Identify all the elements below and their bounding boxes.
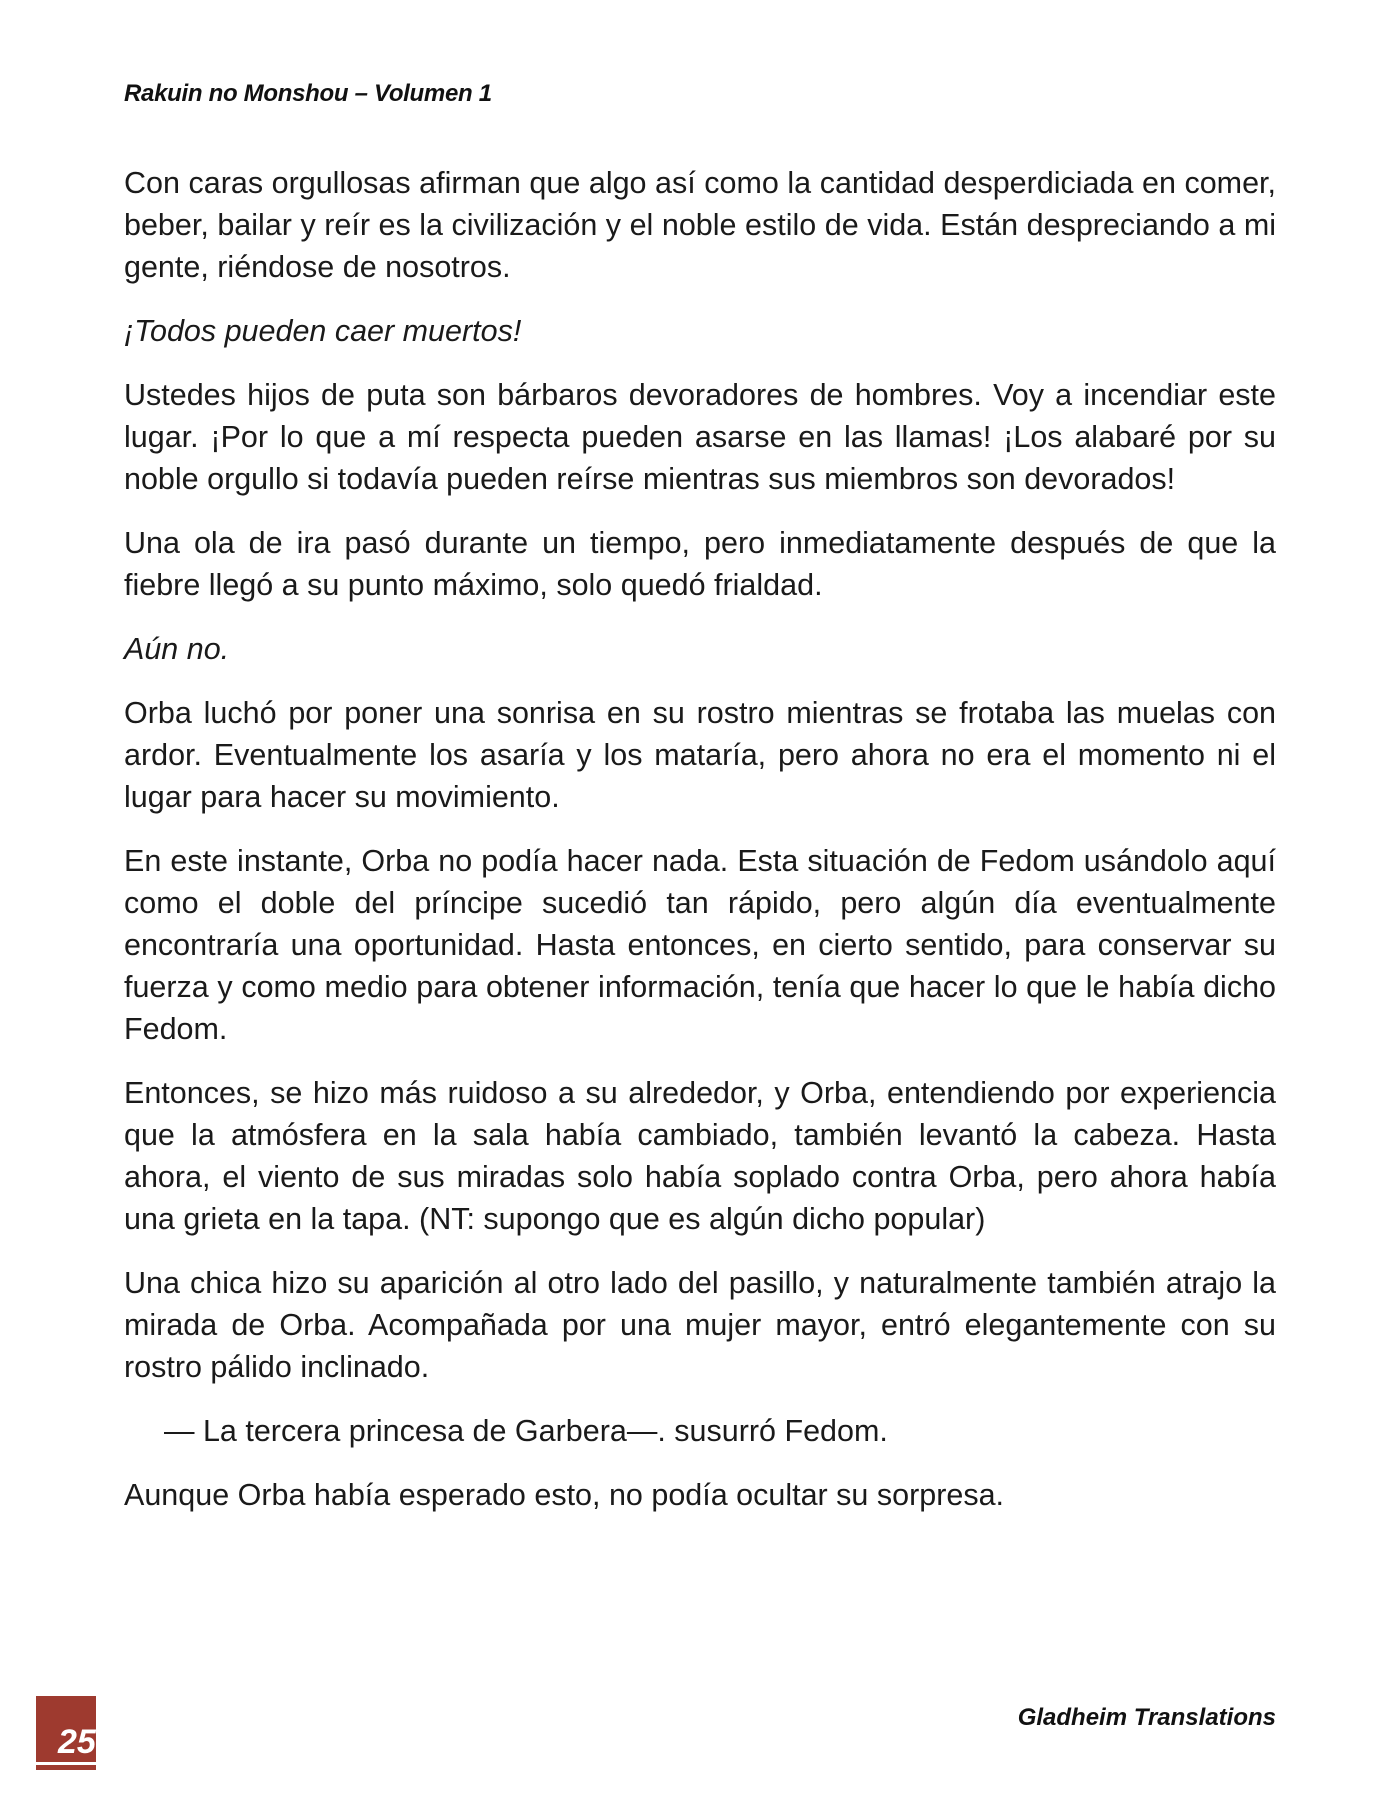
page-number: 25 xyxy=(58,1723,96,1761)
document-header-title: Rakuin no Monshou – Volumen 1 xyxy=(124,80,492,107)
paragraph: Una chica hizo su aparición al otro lado del pasillo, y naturalmente también atrajo la mirada de Orba. Acompañada por una mujer mayor, entró elegantemente con su rostro pálido inclinado. xyxy=(124,1266,1276,1384)
footer-credit: Gladheim Translations xyxy=(1017,1704,1276,1731)
paragraph: Orba luchó por poner una sonrisa en su rostro mientras se frotaba las muelas con ardor. Eventualmente los asaría y los mataría, pero ahora no era el momento ni el lugar para hacer su movimiento. xyxy=(124,696,1276,814)
paragraph: En este instante, Orba no podía hacer nada. Esta situación de Fedom usándolo aquí como el doble del príncipe sucedió tan rápido, pero algún día eventualmente encontraría una oportunidad. Hasta entonces, en cierto sentido, para conservar su fuerza y como medio para obtener información, tenía que hacer lo que le había dicho Fedom. xyxy=(124,844,1276,1046)
document-body xyxy=(124,162,1276,1538)
paragraph-italic-thought: ¡Todos pueden caer muertos! xyxy=(124,314,522,348)
paragraph: Entonces, se hizo más ruidoso a su alrededor, y Orba, entendiendo por experiencia que la atmósfera en la sala había cambiado, también levantó la cabeza. Hasta ahora, el viento de sus miradas solo había soplado contra Orba, pero ahora había una grieta en la tapa. (NT: supongo que es algún dicho popular) xyxy=(124,1076,1276,1236)
paragraph-italic-thought: Aún no. xyxy=(124,632,230,666)
paragraph: Con caras orgullosas afirman que algo así como la cantidad desperdiciada en comer, beber, bailar y reír es la civilización y el noble estilo de vida. Están despreciando a mi gente, riéndose de nosotros. xyxy=(124,166,1276,284)
paragraph: Aunque Orba había esperado esto, no podía ocultar su sorpresa. xyxy=(124,1478,1005,1512)
page-number-underline xyxy=(36,1762,96,1765)
paragraph-dialogue: — La tercera princesa de Garbera—. susurró Fedom. xyxy=(164,1414,888,1448)
paragraph: Ustedes hijos de puta son bárbaros devoradores de hombres. Voy a incendiar este lugar. ¡Por lo que a mí respecta pueden asarse en las llamas! ¡Los alabaré por su noble orgullo si todavía pueden reírse mientras sus miembros son devorados! xyxy=(124,378,1276,496)
paragraph: Una ola de ira pasó durante un tiempo, pero inmediatamente después de que la fiebre llegó a su punto máximo, solo quedó frialdad. xyxy=(124,526,1276,602)
